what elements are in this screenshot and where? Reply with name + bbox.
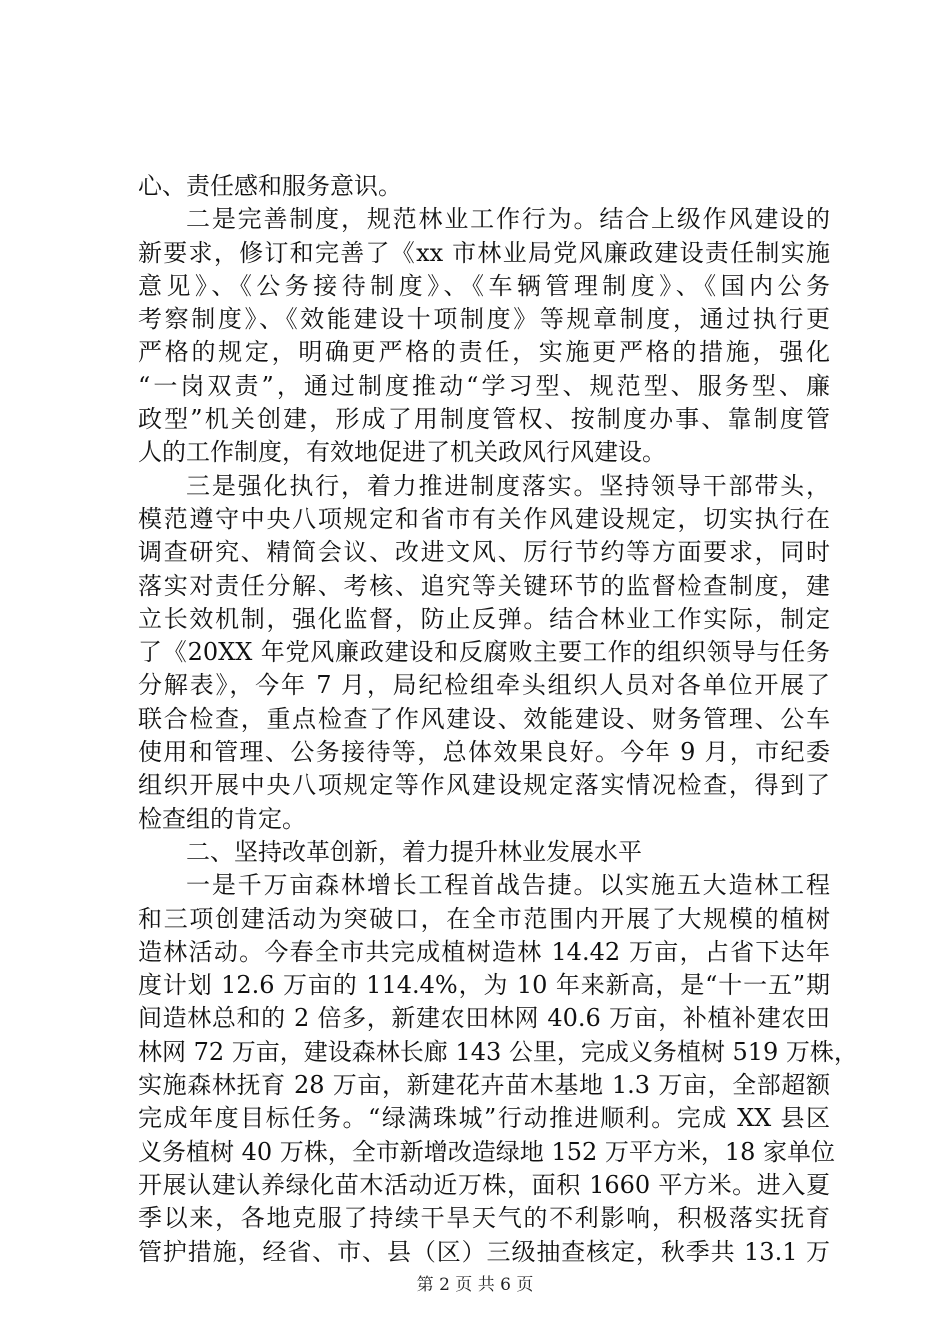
text-line: 考察制度》、《效能建设十项制度》等规章制度，通过执行更 [138,305,830,334]
text-line: 新要求，修订和完善了《xx 市林业局党风廉政建设责任制实施 [138,238,830,267]
text-line: 二是完善制度，规范林业工作行为。结合上级作风建设的 [186,205,830,234]
text-line: 模范遵守中央八项规定和省市有关作风建设规定，切实执行在 [138,504,830,533]
text-line: 分解表》，今年 7 月，局纪检组牵头组织人员对各单位开展了 [138,671,830,700]
text-line: 林网 72 万亩，建设森林长廊 143 公里，完成义务植树 519 万株， [138,1037,858,1066]
text-line: 和三项创建活动为突破口，在全市范围内开展了大规模的植树 [138,904,830,933]
text-line: 开展认建认养绿化苗木活动近万株，面积 1660 平方米。进入夏 [138,1170,830,1199]
text-line: 人的工作制度，有效地促进了机关政风行风建设。 [138,438,666,467]
text-line: 实施森林抚育 28 万亩，新建花卉苗木基地 1.3 万亩，全部超额 [138,1071,830,1100]
text-line: 造林活动。今春全市共完成植树造林 14.42 万亩，占省下达年 [138,937,830,966]
text-line: 间造林总和的 2 倍多，新建农田林网 40.6 万亩，补植补建农田 [138,1004,830,1033]
text-line: 立长效机制，强化监督，防止反弹。结合林业工作实际，制定 [138,604,830,633]
document-body [138,170,858,1269]
text-line: 完成年度目标任务。“绿满珠城”行动推进顺利。完成 XX 县区 [138,1104,830,1133]
text-line: 管护措施，经省、市、县（区）三级抽查核定，秋季共 13.1 万 [138,1237,830,1266]
text-line: 了《20XX 年党风廉政建设和反腐败主要工作的组织领导与任务 [138,638,830,667]
text-line: 二、坚持改革创新，着力提升林业发展水平 [186,837,642,866]
text-line: 政型”机关创建，形成了用制度管权、按制度办事、靠制度管 [138,405,830,434]
text-line: 季以来，各地克服了持续干旱天气的不利影响，积极落实抚育 [138,1204,830,1233]
text-line: “一岗双责”，通过制度推动“学习型、规范型、服务型、廉 [138,371,830,400]
text-line: 意见》、《公务接待制度》、《车辆管理制度》、《国内公务 [138,271,830,300]
text-line: 调查研究、精简会议、改进文风、厉行节约等方面要求，同时 [138,538,830,567]
text-line: 严格的规定，明确更严格的责任，实施更严格的措施，强化 [138,338,830,367]
text-line: 落实对责任分解、考核、追究等关键环节的监督检查制度，建 [138,571,830,600]
text-line: 联合检查，重点检查了作风建设、效能建设、财务管理、公车 [138,704,830,733]
text-line: 检查组的肯定。 [138,804,306,833]
text-line: 一是千万亩森林增长工程首战告捷。以实施五大造林工程 [186,871,830,900]
text-line: 三是强化执行，着力推进制度落实。坚持领导干部带头， [186,471,830,500]
text-line: 度计划 12.6 万亩的 114.4%，为 10 年来新高，是“十一五”期 [138,971,830,1000]
text-line: 使用和管理、公务接待等，总体效果良好。今年 9 月，市纪委 [138,738,830,767]
text-line: 心、责任感和服务意识。 [138,172,402,200]
page-footer: 第 2 页 共 6 页 [416,1275,534,1295]
text-line: 义务植树 40 万株，全市新增改造绿地 152 万平方米，18 家单位 [138,1137,836,1166]
text-line: 组织开展中央八项规定等作风建设规定落实情况检查，得到了 [138,771,830,800]
